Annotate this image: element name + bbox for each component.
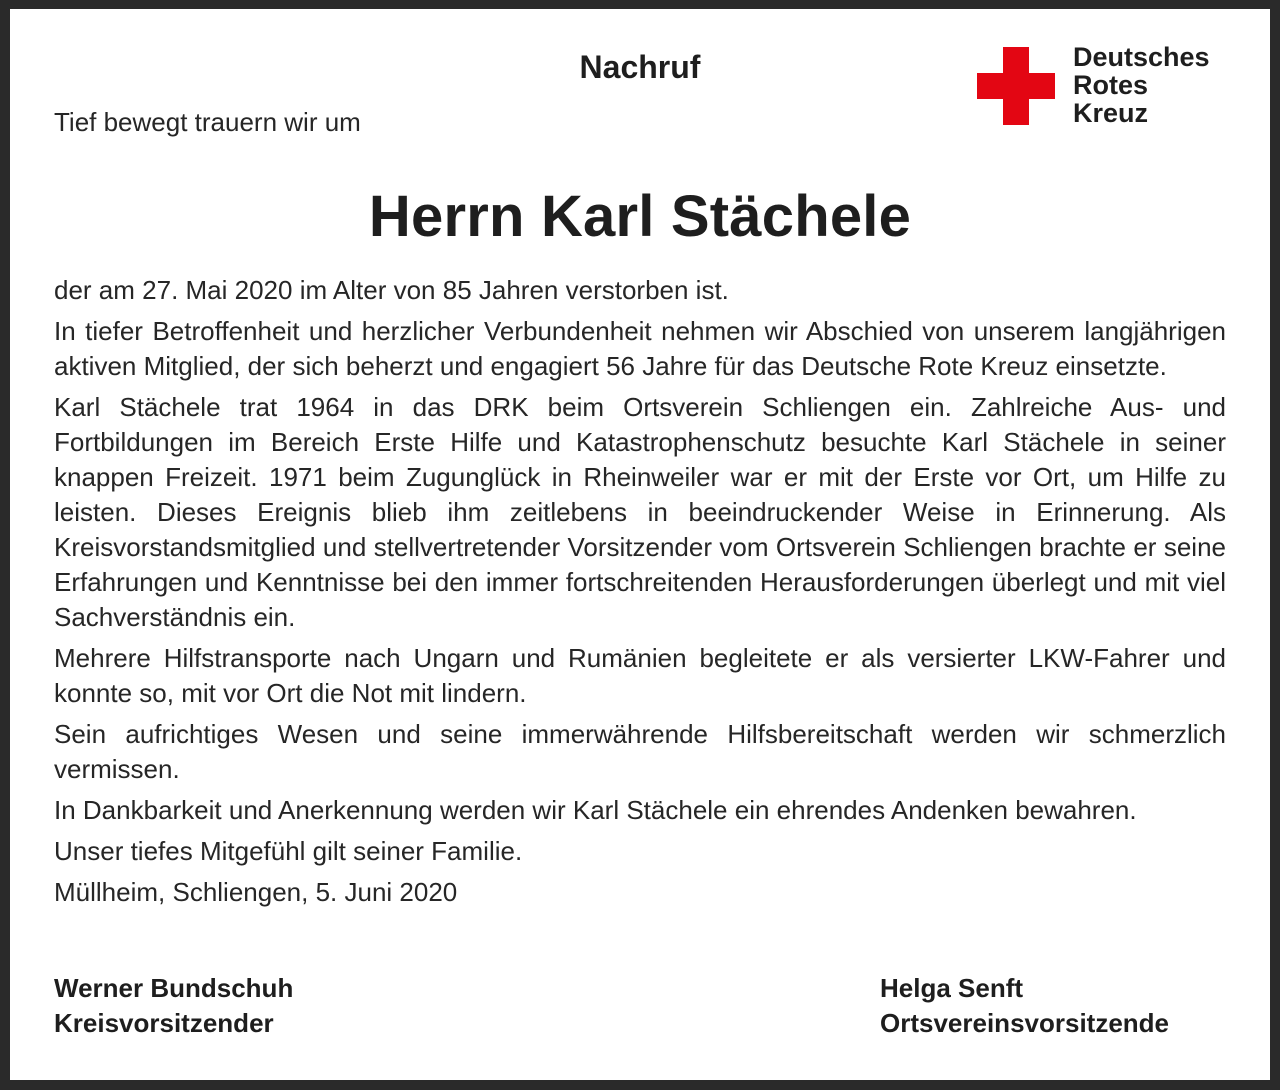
paragraph-condolence: Unser tiefes Mitgefühl gilt seiner Familie.: [54, 836, 523, 866]
intro-text: Tief bewegt trauern wir um: [54, 107, 361, 137]
signatory-name-left: Werner Bundschuh: [54, 973, 294, 1003]
logo-wordmark: [1073, 43, 1210, 127]
signatory-name-right: Helga Senft: [880, 973, 1024, 1003]
logo-line-2: Rotes: [1073, 70, 1149, 100]
red-cross-horizontal-bar: [977, 73, 1055, 99]
place-date: Müllheim, Schliengen, 5. Juni 2020: [54, 877, 458, 907]
obituary-body: [54, 273, 1226, 916]
red-cross-icon: [977, 47, 1055, 125]
paragraph-death-date: der am 27. Mai 2020 im Alter von 85 Jahren verstorben ist.: [54, 275, 729, 305]
signature-right: [880, 971, 1169, 1041]
obituary-notice: [10, 9, 1270, 1080]
signatory-title-left: Kreisvorsitzender: [54, 1008, 274, 1038]
logo-line-3: Kreuz: [1073, 98, 1149, 128]
drk-logo: [977, 42, 1237, 129]
paragraph-biography: Karl Stächele trat 1964 in das DRK beim Ortsverein Schliengen ein. Zahlreiche Aus- und Fortbildungen im Bereich Erste Hilfe und Katastrophenschutz besuchte Karl Stächele in seiner knappen Freizeit. 1971 beim Zugunglück in Rheinweiler war er mit der Erste vor Ort, um Hilfe zu leisten. Dieses Ereignis blieb ihm zeitlebens in beeindruckender Weise in Erinnerung. Als Kreisvorstandsmitglied und stellvertretender Vorsitzender vom Ortsverein Schliengen brachte er seine Erfahrungen und Kenntnisse bei den immer fortschreitenden Herausforderungen überlegt und mit viel Sachverständnis ein.: [54, 392, 1226, 632]
paragraph-farewell: In tiefer Betroffenheit und herzlicher Verbundenheit nehmen wir Abschied von unserem langjährigen aktiven Mitglied, der sich beherzt und engagiert 56 Jahre für das Deutsche Rote Kreuz einsetzte.: [54, 316, 1226, 381]
paragraph-character: Sein aufrichtiges Wesen und seine immerwährende Hilfsbereitschaft werden wir schmerzlich vermissen.: [54, 719, 1226, 784]
signature-left: [54, 971, 293, 1041]
notice-heading: Nachruf: [579, 49, 701, 85]
deceased-name: Herrn Karl Stächele: [368, 184, 912, 249]
signatory-title-right: Ortsvereinsvorsitzende: [880, 1008, 1170, 1038]
paragraph-aid-transports: Mehrere Hilfstransporte nach Ungarn und Rumänien begleitete er als versierter LKW-Fahrer und konnte so, mit vor Ort die Not mit lindern.: [54, 643, 1226, 708]
paragraph-gratitude: In Dankbarkeit und Anerkennung werden wir Karl Stächele ein ehrendes Andenken bewahren.: [54, 795, 1137, 825]
logo-line-1: Deutsches: [1073, 42, 1210, 72]
